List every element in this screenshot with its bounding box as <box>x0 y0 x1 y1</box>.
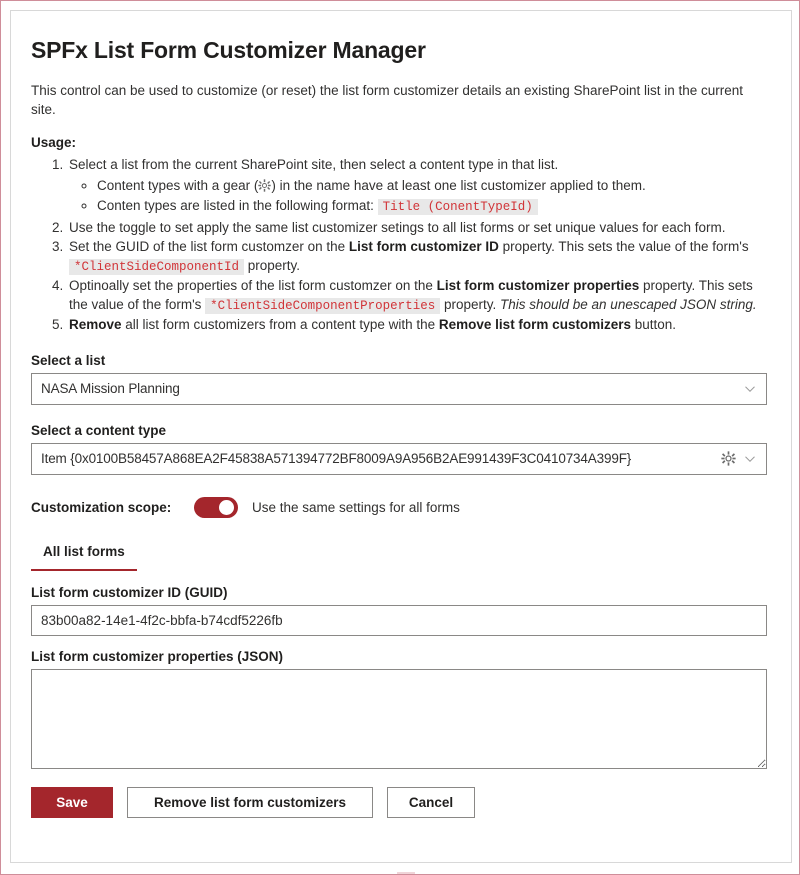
usage-step-4 <box>67 277 771 315</box>
usage-step-5 <box>67 316 771 335</box>
usage-step-3 <box>67 238 771 276</box>
sub1-before-text: Content types with a gear ( <box>97 177 259 193</box>
toggle-knob <box>219 500 234 515</box>
step3-bold-property: List form customizer ID <box>348 239 499 254</box>
usage-step-1-text: Select a list from the current SharePoint site, then select a content type in that list. <box>69 157 559 172</box>
select-content-type-dropdown[interactable] <box>31 443 767 475</box>
step5-part2: button. <box>630 317 677 332</box>
usage-step-1-sub-2 <box>97 197 771 217</box>
gear-icon <box>721 451 736 466</box>
customization-scope-toggle[interactable] <box>194 497 238 518</box>
form-actions <box>31 787 771 818</box>
list-form-customizer-id-input[interactable] <box>31 605 767 636</box>
step4-part2: property. This sets the value of the form's <box>69 278 753 312</box>
select-list-label: Select a list <box>31 352 106 368</box>
usage-step-2 <box>67 219 771 238</box>
sub1-after-text: ) in the name have at least one list customizer applied to them. <box>271 177 646 193</box>
sub2-text: Conten types are listed in the following format: <box>97 198 374 213</box>
step4-part1: Optinoally set the properties of the list form customzer on the <box>69 278 437 293</box>
chevron-down-icon <box>742 381 758 397</box>
gear-icon <box>258 179 271 192</box>
guid-field <box>31 585 771 636</box>
forms-tablist <box>31 543 771 571</box>
select-content-type-label: Select a content type <box>31 422 167 438</box>
remove-list-form-customizers-button[interactable]: Remove list form customizers <box>127 787 373 818</box>
customization-scope-row <box>31 497 771 519</box>
step4-part3: property. <box>440 296 500 312</box>
step4-italic-note: This should be an unescaped JSON string. <box>499 296 757 312</box>
cancel-button[interactable]: Cancel <box>387 787 475 818</box>
list-form-customizer-properties-textarea[interactable] <box>31 669 767 769</box>
select-list-dropdown[interactable] <box>31 373 767 405</box>
select-list-value: NASA Mission Planning <box>41 381 180 396</box>
step5-bold-button-name: Remove list form customizers <box>438 317 631 332</box>
properties-field-label: List form customizer properties (JSON) <box>31 648 284 664</box>
client-side-component-properties-code: *ClientSideComponentProperties <box>205 298 440 314</box>
customization-scope-state-text: Use the same settings for all forms <box>252 500 460 515</box>
customizer-panel <box>10 10 792 863</box>
step3-part3: property. <box>244 257 301 273</box>
chevron-down-icon <box>742 451 758 467</box>
usage-list <box>31 156 771 335</box>
step5-bold-remove: Remove <box>69 317 122 332</box>
step4-bold-property: List form customizer properties <box>436 278 640 293</box>
select-content-type-value: Item {0x0100B58457A868EA2F45838A571394772BF8009A9A956B2AE991439F3C0410734A399F} <box>41 451 632 466</box>
step3-part2: property. This sets the value of the form's <box>498 239 749 254</box>
properties-field <box>31 649 771 769</box>
usage-step-1 <box>67 156 771 217</box>
usage-step-1-sublist <box>69 177 771 217</box>
usage-heading: Usage: <box>31 135 77 150</box>
step5-part1: all list form customizers from a content type with the <box>121 317 439 332</box>
step3-part1: Set the GUID of the list form customzer on the <box>69 239 349 254</box>
save-button[interactable]: Save <box>31 787 113 818</box>
customization-scope-label: Customization scope: <box>31 500 172 515</box>
content-type-format-code: Title (ConentTypeId) <box>378 199 538 215</box>
intro-paragraph: This control can be used to customize (or reset) the list form customizer details an existing SharePoint list in the current site. <box>31 83 744 117</box>
select-list-field <box>31 353 771 405</box>
usage-step-2-text: Use the toggle to set apply the same list customizer setings to all list forms or set unique values for each form. <box>69 219 726 235</box>
guid-field-label: List form customizer ID (GUID) <box>31 584 228 600</box>
usage-step-1-sub-1 <box>97 177 771 196</box>
select-content-type-field <box>31 423 771 475</box>
tab-all-list-forms[interactable]: All list forms <box>31 544 137 571</box>
client-side-component-id-code: *ClientSideComponentId <box>69 259 244 275</box>
page-title: SPFx List Form Customizer Manager <box>31 37 426 63</box>
